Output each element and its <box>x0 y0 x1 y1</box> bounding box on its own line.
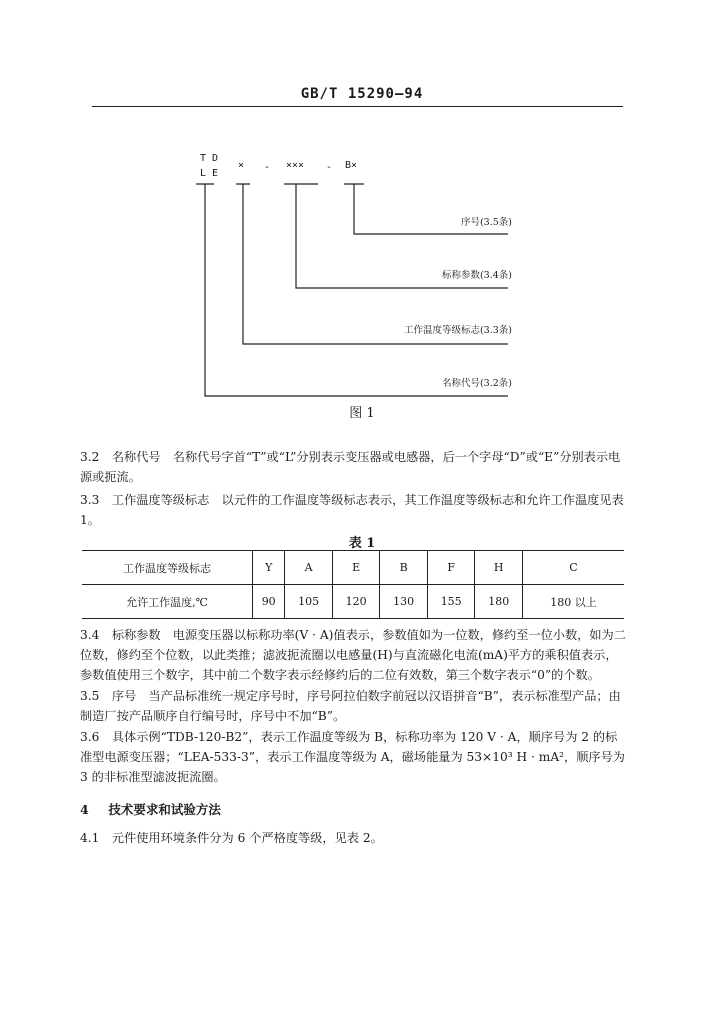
table-cell: E <box>332 551 380 585</box>
code-dash-1: - <box>264 162 271 173</box>
table-row-header: 允许工作温度,℃ <box>82 585 253 619</box>
para-3-6 <box>80 727 626 787</box>
table-cell: 90 <box>253 585 285 619</box>
para-4-1 <box>80 828 626 848</box>
para-number: 3.2 <box>80 450 100 464</box>
para-number: 3.5 <box>80 689 100 703</box>
table-row-header: 工作温度等级标志 <box>82 551 253 585</box>
section-number: 4 <box>80 802 89 817</box>
table-cell: 130 <box>380 585 428 619</box>
para-number: 4.1 <box>80 831 100 845</box>
table-cell: 155 <box>427 585 475 619</box>
para-number: 3.4 <box>80 628 100 642</box>
table-cell: Y <box>253 551 285 585</box>
table-cell: B <box>380 551 428 585</box>
code-part-x: × <box>238 160 245 171</box>
code-structure-diagram <box>0 0 724 420</box>
para-text: 工作温度等级标志 以元件的工作温度等级标志表示，其工作温度等级标志和允许工作温度见表 1。 <box>80 493 624 527</box>
table-cell: H <box>475 551 523 585</box>
label-nominal-param: 标称参数(3.4条) <box>441 270 512 281</box>
code-part-bx: B× <box>345 160 358 171</box>
para-number: 3.6 <box>80 730 100 744</box>
label-temp-class: 工作温度等级标志(3.3条) <box>403 325 512 336</box>
code-dash-2: - <box>326 162 333 173</box>
para-text: 名称代号 名称代号字首“T”或“L”分别表示变压器或电感器，后一个字母“D”或“E”分别表示电源或扼流。 <box>80 450 621 484</box>
label-serial: 序号(3.5条) <box>460 217 512 228</box>
code-letters-le: L E <box>200 168 219 179</box>
table-cell: 120 <box>332 585 380 619</box>
table-cell: 180 以上 <box>522 585 624 619</box>
para-3-4 <box>80 625 626 685</box>
section-heading-4 <box>80 800 221 818</box>
label-name-code: 名称代号(3.2条) <box>441 378 512 389</box>
para-3-2 <box>80 447 626 487</box>
section-title: 技术要求和试验方法 <box>108 802 221 817</box>
temperature-class-table <box>82 550 624 619</box>
table-cell: A <box>285 551 333 585</box>
para-3-3 <box>80 490 626 530</box>
para-number: 3.3 <box>80 493 100 507</box>
table-cell: C <box>522 551 624 585</box>
para-text: 具体示例“TDB-120-B2”，表示工作温度等级为 B，标称功率为 120 V · A，顺序号为 2 的标准型电源变压器；“LEA-533-3”，表示工作温度等级为 A，磁场能量为 53×10³ H · mA²，顺序号为 3 的非标准型滤波扼流圈。 <box>80 730 625 784</box>
code-part-xxx: ××× <box>286 160 305 171</box>
table-row <box>82 585 624 619</box>
table-cell: 180 <box>475 585 523 619</box>
table-row <box>82 551 624 585</box>
table-cell: F <box>427 551 475 585</box>
code-letters-td: T D <box>200 153 219 164</box>
table-cell: 105 <box>285 585 333 619</box>
page-header-code: GB/T 15290—94 <box>300 86 424 102</box>
para-text: 序号 当产品标准统一规定序号时，序号阿拉伯数字前冠以汉语拼音“B”，表示标准型产品；由制造厂按产品顺序自行编号时，序号中不加“B”。 <box>80 689 621 723</box>
bracket-temp-class <box>236 184 508 344</box>
table-1-title: 表 1 <box>348 536 376 551</box>
para-text: 元件使用环境条件分为 6 个严格度等级，见表 2。 <box>111 831 383 845</box>
figure-caption: 图 1 <box>349 406 375 421</box>
para-3-5 <box>80 686 626 726</box>
para-text: 标称参数 电源变压器以标称功率(V · A)值表示，参数值如为一位数，修约至一位小数，如为二位数，修约至个位数，以此类推；滤波扼流圈以电感量(H)与直流磁化电流(mA)平方的乘积值表示，参数值使用三个数字，其中前二个数字表示经修约后的二位有效数，第三个数字表示“0”的个数。 <box>80 628 626 682</box>
